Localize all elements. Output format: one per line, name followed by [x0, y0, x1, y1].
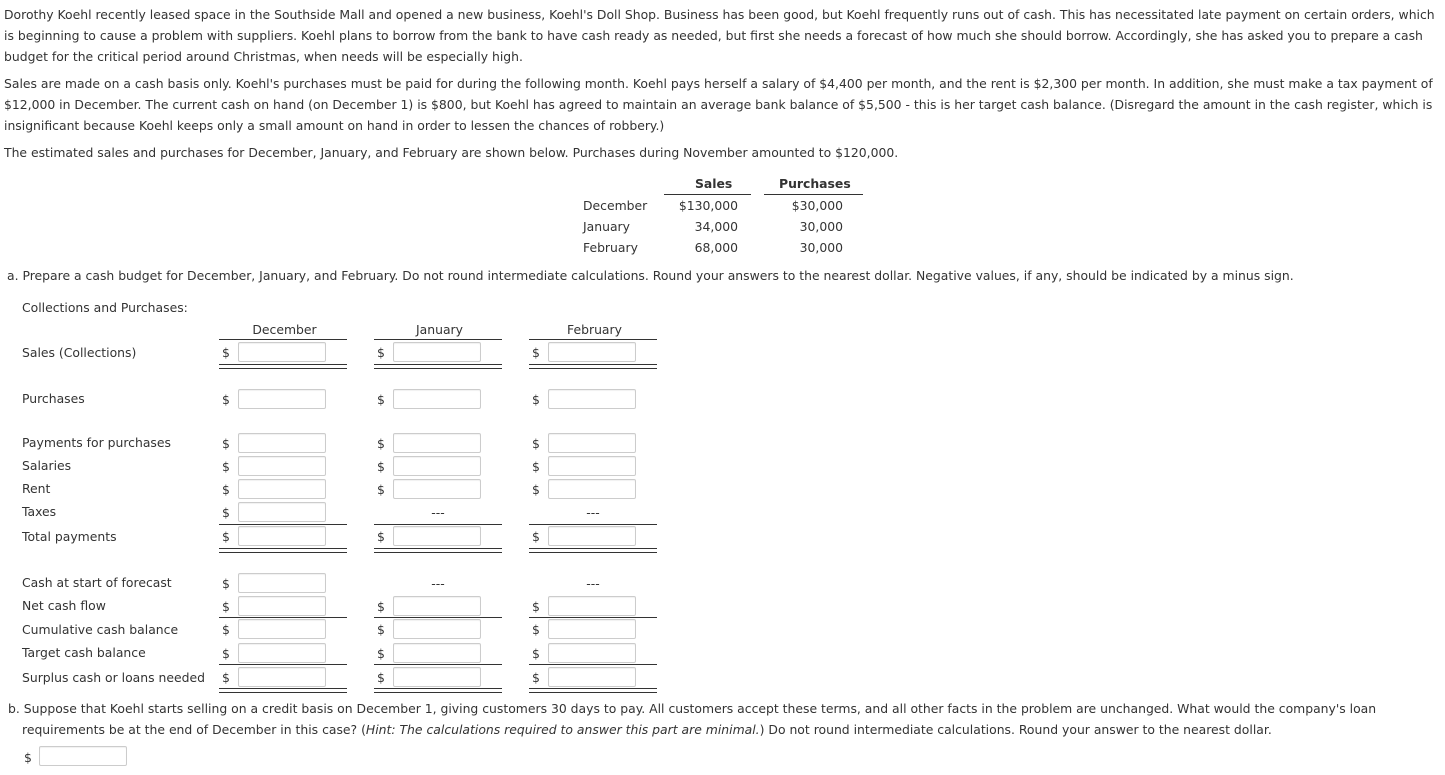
currency-symbol: $ [222, 436, 230, 451]
row-label-net-cash-flow: Net cash flow [22, 598, 106, 613]
double-underline [374, 548, 502, 553]
currency-symbol: $ [222, 482, 230, 497]
part-b-text-2: ) Do not round intermediate calculations. Round your answer to the nearest dollar. [759, 722, 1272, 737]
currency-symbol: $ [377, 670, 385, 685]
currency-symbol: $ [24, 750, 32, 765]
subtotal-rule [219, 524, 347, 525]
total-payments-february-input[interactable] [548, 526, 636, 546]
payments-for-purchases-december-input[interactable] [238, 433, 326, 453]
double-underline [374, 364, 502, 369]
currency-symbol: $ [222, 576, 230, 591]
subtotal-rule [374, 664, 502, 665]
subtotal-rule [374, 524, 502, 525]
given-table-sales-value: $130,000 [678, 198, 738, 213]
given-table-purchases-value: 30,000 [799, 219, 843, 234]
cash-at-start-december-input[interactable] [238, 573, 326, 593]
given-table-month: February [583, 240, 638, 255]
net-cash-flow-january-input[interactable] [393, 596, 481, 616]
row-label-taxes: Taxes [22, 504, 57, 519]
purchases-january-input[interactable] [393, 389, 481, 409]
cumulative-cash-balance-february-input[interactable] [548, 619, 636, 639]
currency-symbol: $ [377, 622, 385, 637]
purchases-december-input[interactable] [238, 389, 326, 409]
currency-symbol: $ [377, 529, 385, 544]
double-underline [219, 688, 347, 693]
rent-january-input[interactable] [393, 479, 481, 499]
double-underline [529, 364, 657, 369]
cumulative-cash-balance-january-input[interactable] [393, 619, 481, 639]
row-label-total-payments: Total payments [22, 529, 117, 544]
column-header-february: February [567, 322, 622, 337]
row-label-surplus-or-loans: Surplus cash or loans needed [22, 670, 205, 685]
salaries-december-input[interactable] [238, 456, 326, 476]
currency-symbol: $ [532, 482, 540, 497]
currency-symbol: $ [222, 529, 230, 544]
not-applicable-dash: --- [431, 576, 445, 591]
currency-symbol: $ [222, 459, 230, 474]
given-table-header-rule-sales [664, 194, 751, 195]
double-underline [219, 364, 347, 369]
currency-symbol: $ [532, 529, 540, 544]
target-cash-balance-january-input[interactable] [393, 643, 481, 663]
currency-symbol: $ [532, 436, 540, 451]
part-a-instruction: a. Prepare a cash budget for December, January, and February. Do not round intermediate calculations. Round your answers to the nearest dollar. Negative values, if any, should be indicated by a minus sign. [7, 268, 1294, 283]
currency-symbol: $ [532, 622, 540, 637]
currency-symbol: $ [222, 670, 230, 685]
currency-symbol: $ [532, 646, 540, 661]
row-label-purchases: Purchases [22, 391, 85, 406]
column-header-january: January [416, 322, 463, 337]
sales-collections-january-input[interactable] [393, 342, 481, 362]
not-applicable-dash: --- [431, 505, 445, 520]
row-label-cumulative-cash-balance: Cumulative cash balance [22, 622, 179, 637]
currency-symbol: $ [377, 599, 385, 614]
given-table-month: January [583, 219, 630, 234]
currency-symbol: $ [377, 459, 385, 474]
currency-symbol: $ [377, 345, 385, 360]
currency-symbol: $ [222, 505, 230, 520]
surplus-or-loans-january-input[interactable] [393, 667, 481, 687]
purchases-february-input[interactable] [548, 389, 636, 409]
row-label-sales-collections: Sales (Collections) [22, 345, 137, 360]
given-table-sales-value: 68,000 [694, 240, 738, 255]
given-table-sales-value: 34,000 [694, 219, 738, 234]
cumulative-cash-balance-december-input[interactable] [238, 619, 326, 639]
currency-symbol: $ [377, 392, 385, 407]
given-table-purchases-value: 30,000 [799, 240, 843, 255]
currency-symbol: $ [222, 599, 230, 614]
currency-symbol: $ [222, 622, 230, 637]
currency-symbol: $ [222, 345, 230, 360]
given-table-header-sales: Sales [695, 176, 733, 191]
sales-collections-december-input[interactable] [238, 342, 326, 362]
net-cash-flow-february-input[interactable] [548, 596, 636, 616]
subtotal-rule [219, 617, 347, 618]
subtotal-rule [529, 664, 657, 665]
target-cash-balance-february-input[interactable] [548, 643, 636, 663]
problem-paragraph-1: Dorothy Koehl recently leased space in the Southside Mall and opened a new business, Koehl's Doll Shop. Business has been good, but Koehl frequently runs out of cash. This has necessitated late payment on certain orders, which is beginning to cause a problem with suppliers. Koehl plans to borrow from the bank to have cash ready as needed, but first she needs a forecast of how much she should borrow. Accordingly, she has asked you to prepare a cash budget for the critical period around Christmas, when needs will be especially high. [4, 7, 1435, 64]
double-underline [529, 548, 657, 553]
column-header-rule [529, 339, 657, 340]
currency-symbol: $ [377, 436, 385, 451]
currency-symbol: $ [532, 345, 540, 360]
currency-symbol: $ [532, 599, 540, 614]
rent-february-input[interactable] [548, 479, 636, 499]
currency-symbol: $ [377, 482, 385, 497]
double-underline [374, 688, 502, 693]
subtotal-rule [529, 524, 657, 525]
payments-for-purchases-january-input[interactable] [393, 433, 481, 453]
row-label-salaries: Salaries [22, 458, 72, 473]
subtotal-rule [374, 617, 502, 618]
given-table-header-rule-purchases [764, 194, 863, 195]
problem-paragraph-2: Sales are made on a cash basis only. Koehl's purchases must be paid for during the following month. Koehl pays herself a salary of $4,400 per month, and the rent is $2,300 per month. In addition, she must make a tax payment of $12,000 in December. The current cash on hand (on December 1) is $800, but Koehl has agreed to maintain an average bank balance of $5,500 - this is her target cash balance. (Disregard the amount in the cash register, which is insignificant because Koehl keeps only a small amount on hand in order to lessen the chances of robbery.) [4, 76, 1433, 133]
row-label-cash-at-start: Cash at start of forecast [22, 575, 172, 590]
column-header-rule [219, 339, 347, 340]
part-b-instruction [8, 698, 1432, 740]
row-label-rent: Rent [22, 481, 51, 496]
currency-symbol: $ [532, 670, 540, 685]
column-header-december: December [252, 322, 317, 337]
currency-symbol: $ [222, 392, 230, 407]
part-b-loan-requirement-input[interactable] [39, 746, 127, 766]
currency-symbol: $ [377, 646, 385, 661]
problem-paragraph-3: The estimated sales and purchases for December, January, and February are shown below. Purchases during November amounted to $120,000. [4, 145, 899, 160]
taxes-december-input[interactable] [238, 502, 326, 522]
total-payments-january-input[interactable] [393, 526, 481, 546]
subtotal-rule [219, 664, 347, 665]
double-underline [219, 548, 347, 553]
row-label-target-cash-balance: Target cash balance [22, 645, 146, 660]
given-table-purchases-value: $30,000 [791, 198, 843, 213]
currency-symbol: $ [532, 459, 540, 474]
column-header-rule [374, 339, 502, 340]
sales-collections-february-input[interactable] [548, 342, 636, 362]
double-underline [529, 688, 657, 693]
surplus-or-loans-december-input[interactable] [238, 667, 326, 687]
part-b-hint: Hint: The calculations required to answer this part are minimal. [365, 722, 760, 737]
currency-symbol: $ [532, 392, 540, 407]
currency-symbol: $ [222, 646, 230, 661]
not-applicable-dash: --- [586, 576, 600, 591]
target-cash-balance-december-input[interactable] [238, 643, 326, 663]
part-b-text-1: b. Suppose that Koehl starts selling on a credit basis on December 1, giving customers 30 days to pay. All customers accept these terms, and all other facts in the problem are unchanged. What would the company's loan requirements be at the end of December in this case? ( [8, 701, 1377, 737]
given-table-month: December [583, 198, 648, 213]
payments-for-purchases-february-input[interactable] [548, 433, 636, 453]
salaries-january-input[interactable] [393, 456, 481, 476]
salaries-february-input[interactable] [548, 456, 636, 476]
not-applicable-dash: --- [586, 505, 600, 520]
surplus-or-loans-february-input[interactable] [548, 667, 636, 687]
row-label-payments-for-purchases: Payments for purchases [22, 435, 171, 450]
section-title: Collections and Purchases: [22, 300, 188, 315]
rent-december-input[interactable] [238, 479, 326, 499]
net-cash-flow-december-input[interactable] [238, 596, 326, 616]
subtotal-rule [529, 617, 657, 618]
total-payments-december-input[interactable] [238, 526, 326, 546]
given-table-header-purchases: Purchases [779, 176, 851, 191]
